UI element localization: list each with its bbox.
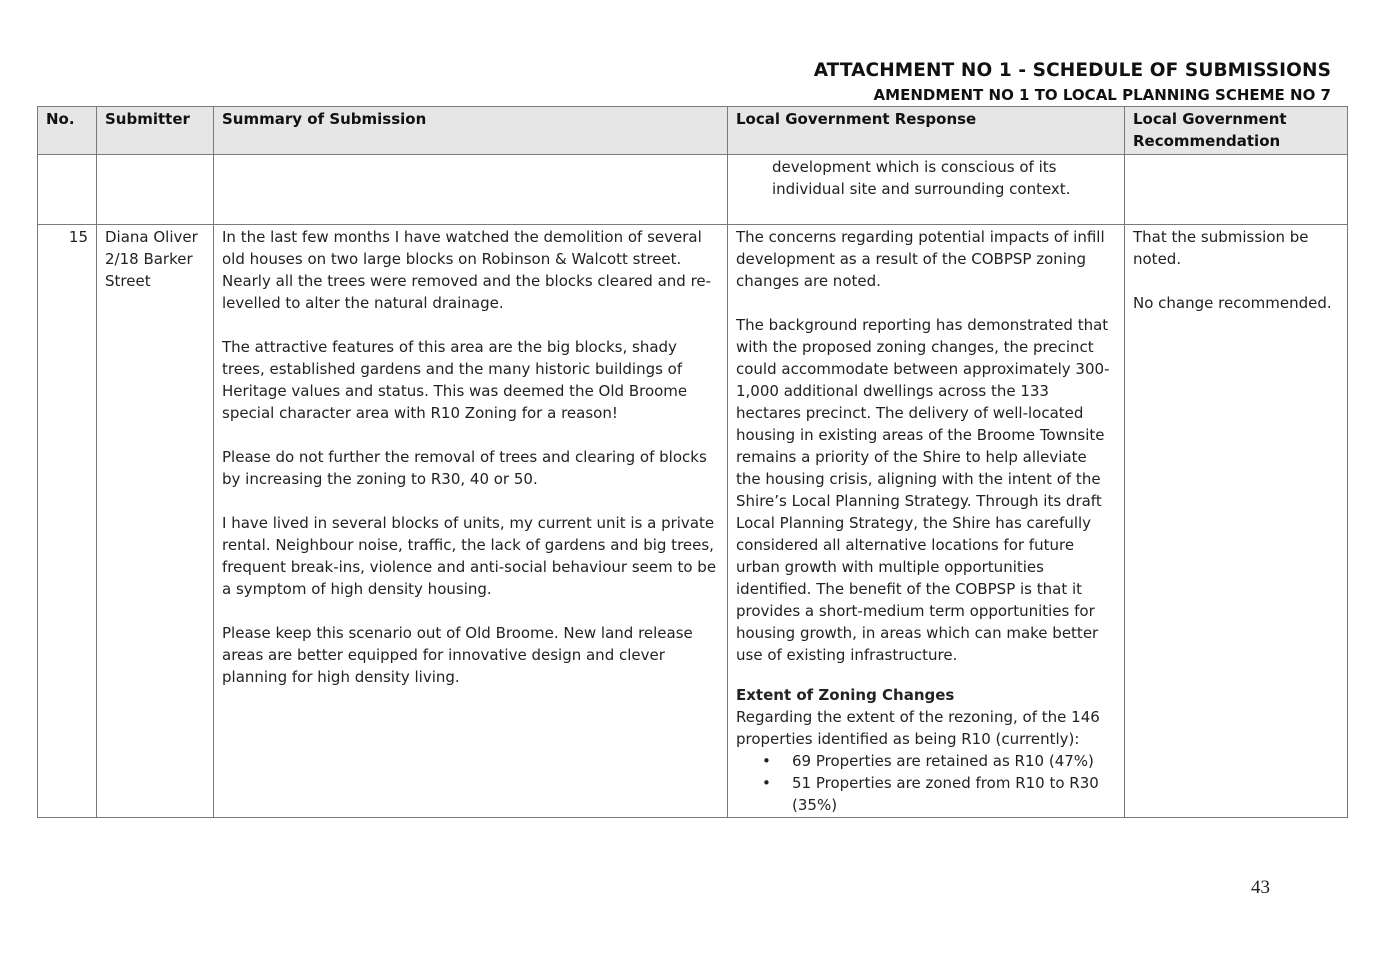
continued-response-text: development which is conscious of its individual site and surrounding context. [772,158,1071,198]
empty-cell [1125,155,1348,225]
recommendation-text: No change recommended. [1133,294,1332,312]
column-header-no: No. [38,107,97,155]
bullet-icon: • [762,752,771,770]
response-paragraph: The background reporting has demonstrated that with the proposed zoning changes, the precinct could accommodate between approximately 300-1,000 additional dwellings across the 133 hectares precinct. The delivery of well-located housing in existing areas of the Broome Townsite remains a priority of the Shire to help alleviate the housing crisis, aligning with the intent of the Shire’s Local Planning Strategy. Through its draft Local Planning Strategy, the Shire has carefully considered all alternative locations for future urban growth with multiple opportunities identified. The benefit of the COBPSP is that it provides a short-medium term opportunities for housing growth, in areas which can make better use of existing infrastructure. [736,316,1110,664]
column-header-response: Local Government Response [728,107,1125,155]
summary-cell [214,225,728,818]
response-paragraph: Regarding the extent of the rezoning, of the 146 properties identified as being R10 (currently): [736,708,1100,748]
summary-paragraph: Please keep this scenario out of Old Broome. New land release areas are better equipped for innovative design and clever planning for high density living. [222,624,693,686]
column-header-summary: Summary of Submission [214,107,728,155]
submitter-name: Diana Oliver [105,228,198,246]
attachment-title: ATTACHMENT NO 1 - SCHEDULE OF SUBMISSIONS [813,60,1331,81]
bullet-icon: • [762,774,771,792]
response-subheading: Extent of Zoning Changes [736,686,955,704]
table-row-continued [38,155,1348,225]
summary-paragraph: Please do not further the removal of trees and clearing of blocks by increasing the zoning to R30, 40 or 50. [222,448,707,488]
summary-paragraph: The attractive features of this area are the big blocks, shady trees, established gardens and the many historic buildings of Heritage values and status. This was deemed the Old Broome special character area with R10 Zoning for a reason! [222,338,688,422]
amendment-subtitle: AMENDMENT NO 1 TO LOCAL PLANNING SCHEME NO 7 [873,86,1331,104]
response-bullet-list [736,750,1116,816]
response-cell [728,225,1125,818]
list-item-text: 51 Properties are zoned from R10 to R30 (35%) [792,774,1099,814]
list-item [736,772,1116,816]
summary-paragraph: In the last few months I have watched the demolition of several old houses on two large blocks on Robinson & Walcott street. Nearly all the trees were removed and the blocks cleared and re-levelled to alter the natural drainage. [222,228,712,312]
summary-paragraph: I have lived in several blocks of units, my current unit is a private rental. Neighbour noise, traffic, the lack of gardens and big trees, frequent break-ins, violence and anti-social behaviour seem to be a symptom of high density housing. [222,514,717,598]
recommendation-text: That the submission be noted. [1133,228,1309,268]
column-header-recommendation: Local Government Recommendation [1125,107,1348,155]
response-paragraph: The concerns regarding potential impacts of infill development as a result of the COBPSP zoning changes are noted. [736,228,1105,290]
table-row [38,225,1348,818]
table-header-row [38,107,1348,155]
list-item-text: 69 Properties are retained as R10 (47%) [792,752,1094,770]
submitter-address: 2/18 Barker Street [105,250,193,290]
submitter-cell [97,225,214,818]
page-number: 43 [1251,877,1270,898]
recommendation-cell [1125,225,1348,818]
response-cell-continued [728,155,1125,225]
empty-cell [97,155,214,225]
column-header-submitter: Submitter [97,107,214,155]
empty-cell [214,155,728,225]
submissions-table [37,106,1348,818]
empty-cell [38,155,97,225]
list-item [736,750,1116,772]
submission-number: 15 [38,225,97,818]
